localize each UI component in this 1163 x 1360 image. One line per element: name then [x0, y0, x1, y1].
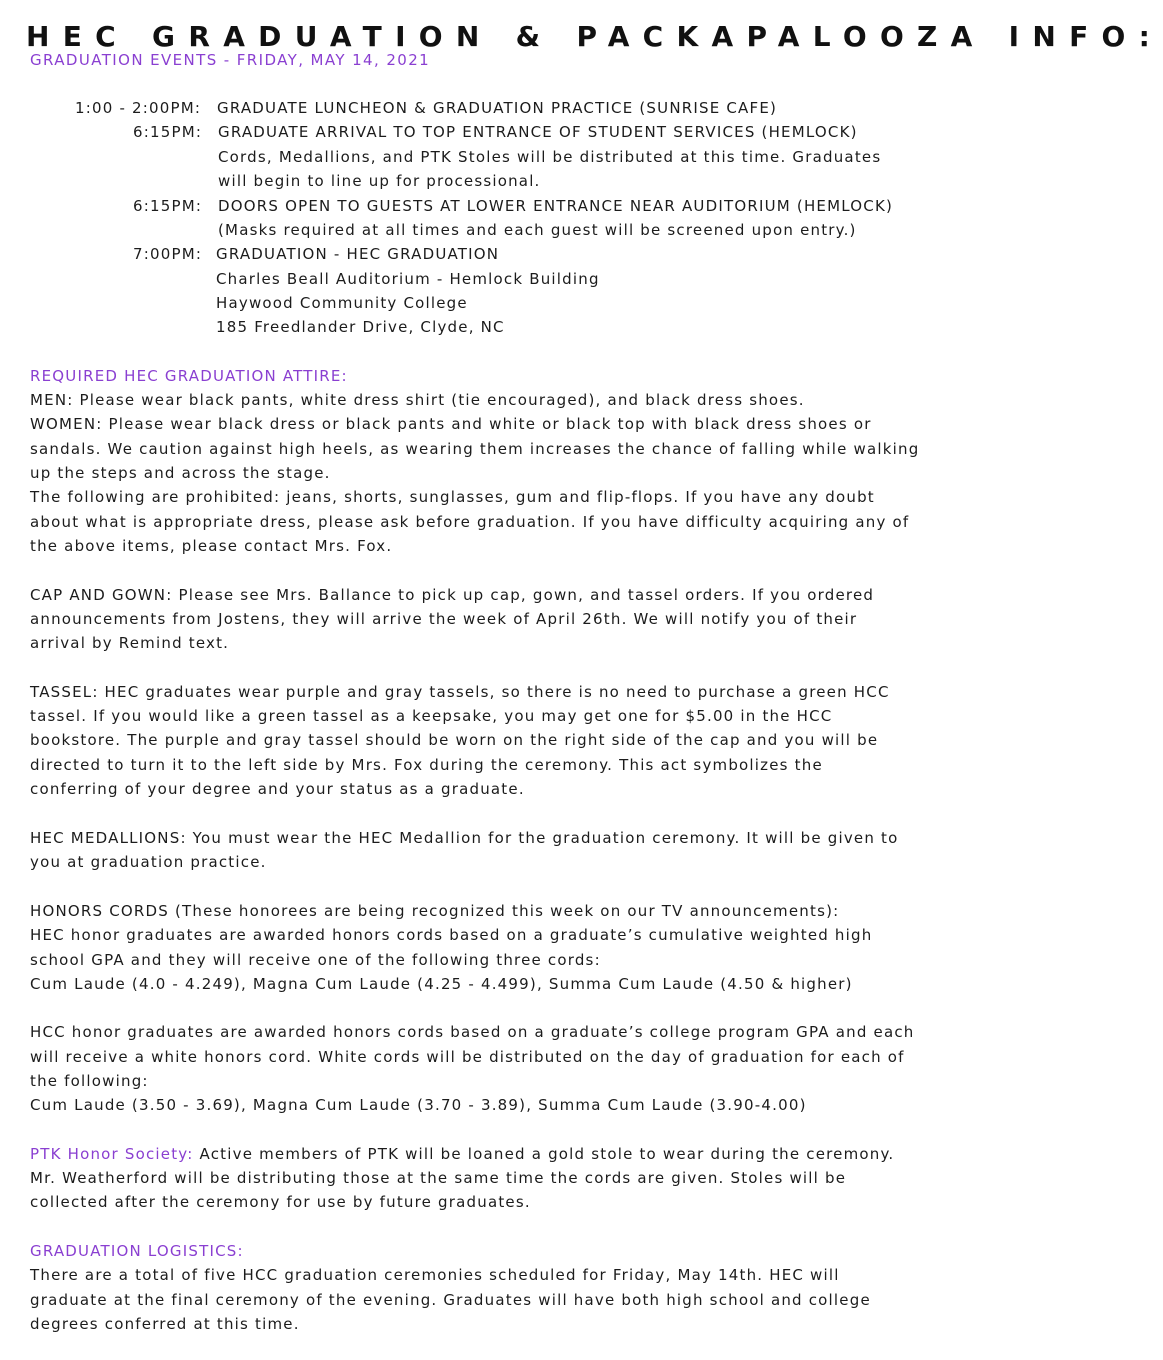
ptk-first-line [30, 1144, 894, 1164]
page-title: HEC GRADUATION & PACKAPALOOZA INFO: [26, 20, 1163, 53]
schedule-line: Cords, Medallions, and PTK Stoles will be distributed at this time. Graduates [218, 148, 882, 166]
tassel-line: TASSEL: HEC graduates wear purple and gray tassels, so there is no need to purchase a green HCC [30, 683, 890, 701]
attire-line: The following are prohibited: jeans, shorts, sunglasses, gum and flip-flops. If you have any doubt [30, 488, 875, 506]
ptk-line: collected after the ceremony for use by future graduates. [30, 1193, 531, 1211]
ptk-label: PTK Honor Society: [30, 1145, 194, 1163]
attire-line: WOMEN: Please wear black dress or black pants and white or black top with black dress shoes or [30, 415, 872, 433]
medallions-line: HEC MEDALLIONS: You must wear the HEC Medallion for the graduation ceremony. It will be given to [30, 829, 899, 847]
page-subtitle: GRADUATION EVENTS - FRIDAY, MAY 14, 2021 [30, 51, 431, 69]
tassel-line: directed to turn it to the left side by Mrs. Fox during the ceremony. This act symbolizes the [30, 756, 823, 774]
cap-gown-line: arrival by Remind text. [30, 634, 230, 652]
schedule-line: (Masks required at all times and each guest will be screened upon entry.) [218, 221, 857, 239]
honors-line: HONORS CORDS (These honorees are being recognized this week on our TV announcements): [30, 902, 840, 920]
cap-gown-line: announcements from Jostens, they will arrive the week of April 26th. We will notify you of their [30, 610, 858, 628]
ptk-text: Active members of PTK will be loaned a gold stole to wear during the ceremony. [193, 1145, 895, 1163]
schedule-time-1: 1:00 - 2:00PM: [75, 99, 202, 117]
schedule-time-3: 6:15PM: [133, 197, 203, 215]
attire-line: up the steps and across the stage. [30, 464, 331, 482]
schedule-line: will begin to line up for processional. [218, 172, 541, 190]
honors-line: Cum Laude (4.0 - 4.249), Magna Cum Laude (4.25 - 4.499), Summa Cum Laude (4.50 & higher) [30, 975, 853, 993]
logistics-line: degrees conferred at this time. [30, 1315, 300, 1333]
cap-gown-line: CAP AND GOWN: Please see Mrs. Ballance to pick up cap, gown, and tassel orders. If you ordered [30, 586, 875, 604]
tassel-line: tassel. If you would like a green tassel as a keepsake, you may get one for $5.00 in the HCC [30, 707, 833, 725]
tassel-line: conferring of your degree and your status as a graduate. [30, 780, 525, 798]
hcc-honors-line: Cum Laude (3.50 - 3.69), Magna Cum Laude (3.70 - 3.89), Summa Cum Laude (3.90-4.00) [30, 1096, 807, 1114]
schedule-line: DOORS OPEN TO GUESTS AT LOWER ENTRANCE NEAR AUDITORIUM (HEMLOCK) [218, 197, 894, 215]
schedule-line: GRADUATION - HEC GRADUATION [216, 245, 500, 263]
attire-line: the above items, please contact Mrs. Fox. [30, 537, 393, 555]
honors-line: HEC honor graduates are awarded honors cords based on a graduate’s cumulative weighted high [30, 926, 873, 944]
medallions-line: you at graduation practice. [30, 853, 267, 871]
logistics-line: graduate at the final ceremony of the evening. Graduates will have both high school and college [30, 1291, 871, 1309]
attire-line: MEN: Please wear black pants, white dress shirt (tie encouraged), and black dress shoes. [30, 391, 805, 409]
hcc-honors-line: will receive a white honors cord. White cords will be distributed on the day of graduation for each of [30, 1048, 905, 1066]
attire-line: about what is appropriate dress, please ask before graduation. If you have difficulty acquiring any of [30, 513, 910, 531]
schedule-line: Haywood Community College [216, 294, 468, 312]
hcc-honors-line: HCC honor graduates are awarded honors cords based on a graduate’s college program GPA and each [30, 1023, 915, 1041]
attire-heading: REQUIRED HEC GRADUATION ATTIRE: [30, 367, 348, 385]
honors-line: school GPA and they will receive one of the following three cords: [30, 951, 601, 969]
schedule-line: Charles Beall Auditorium - Hemlock Building [216, 270, 600, 288]
attire-line: sandals. We caution against high heels, as wearing them increases the chance of falling while walking [30, 440, 920, 458]
schedule-line: GRADUATE ARRIVAL TO TOP ENTRANCE OF STUDENT SERVICES (HEMLOCK) [218, 123, 858, 141]
hcc-honors-line: the following: [30, 1072, 149, 1090]
schedule-time-4: 7:00PM: [133, 245, 203, 263]
ptk-line: Mr. Weatherford will be distributing those at the same time the cords are given. Stoles will be [30, 1169, 847, 1187]
schedule-line: 185 Freedlander Drive, Clyde, NC [216, 318, 505, 336]
tassel-line: bookstore. The purple and gray tassel should be worn on the right side of the cap and you will be [30, 731, 879, 749]
logistics-heading: GRADUATION LOGISTICS: [30, 1242, 244, 1260]
schedule-time-2: 6:15PM: [133, 123, 203, 141]
schedule-line: GRADUATE LUNCHEON & GRADUATION PRACTICE (SUNRISE CAFE) [217, 99, 778, 117]
logistics-line: There are a total of five HCC graduation ceremonies scheduled for Friday, May 14th. HEC will [30, 1266, 840, 1284]
